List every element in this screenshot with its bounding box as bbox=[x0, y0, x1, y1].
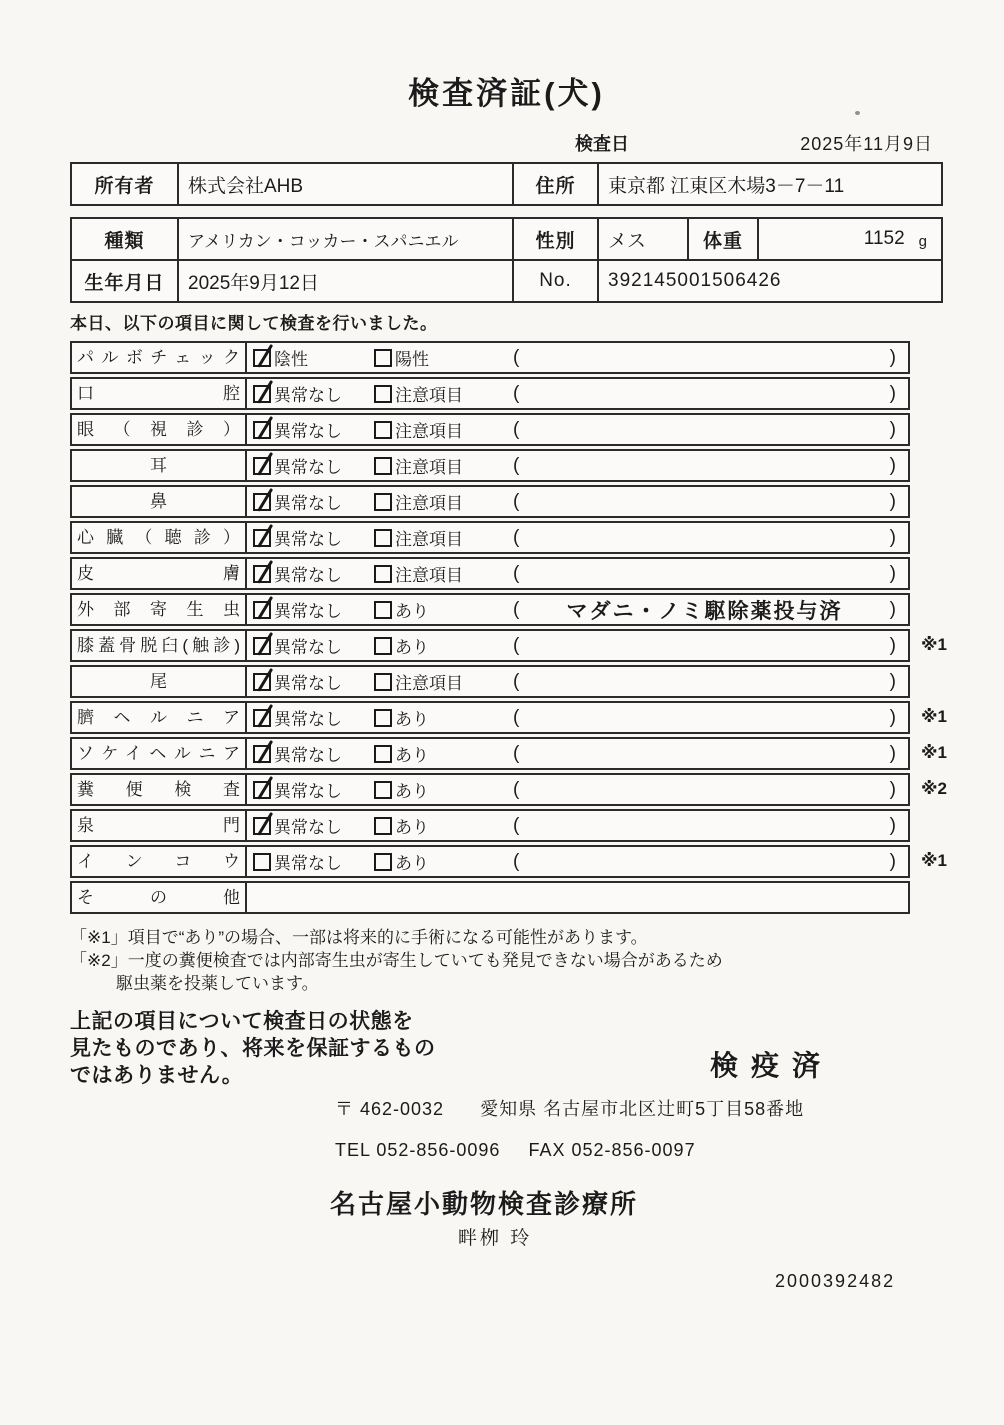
clinic-name: 名古屋小動物検査診療所 bbox=[330, 1189, 639, 1219]
footnote-marker: ※1 bbox=[921, 851, 947, 870]
checklist-row-body bbox=[247, 703, 908, 732]
checklist-row bbox=[70, 449, 910, 482]
secondary-checkbox bbox=[374, 745, 392, 763]
checklist-item-label: 尾 bbox=[72, 667, 247, 696]
primary-checkbox bbox=[253, 673, 271, 691]
footnote-marker: ※1 bbox=[921, 635, 947, 654]
primary-option-label: 異常なし bbox=[274, 746, 342, 765]
checklist-row-body bbox=[247, 847, 908, 876]
primary-checkbox bbox=[253, 493, 271, 511]
checklist-item-label: 口腔 bbox=[72, 379, 247, 408]
primary-checkbox bbox=[253, 457, 271, 475]
secondary-option-label: あり bbox=[395, 746, 429, 765]
checklist-row-body bbox=[247, 811, 908, 840]
close-paren: ) bbox=[889, 850, 896, 872]
secondary-checkbox bbox=[374, 637, 392, 655]
close-paren: ) bbox=[889, 346, 896, 368]
open-paren: ( bbox=[513, 346, 520, 368]
primary-option-label: 異常なし bbox=[274, 674, 342, 693]
primary-checkbox bbox=[253, 385, 271, 403]
secondary-option-label: 陽性 bbox=[395, 350, 429, 369]
checklist-item-label: 糞便検査 bbox=[72, 775, 247, 804]
primary-option-label: 異常なし bbox=[274, 494, 342, 513]
primary-checkbox bbox=[253, 745, 271, 763]
close-paren: ) bbox=[889, 670, 896, 692]
checklist-row bbox=[70, 665, 910, 698]
checklist-row-body bbox=[247, 739, 908, 768]
secondary-option-label: 注意項目 bbox=[395, 674, 463, 693]
checklist-item-label: 眼（視診） bbox=[72, 415, 247, 444]
checklist-row bbox=[70, 701, 947, 734]
postal-code: 〒 462-0032 bbox=[335, 1099, 445, 1119]
primary-checkbox bbox=[253, 709, 271, 727]
checklist-item-label: ソケイヘルニア bbox=[72, 739, 247, 768]
document-title: 検査済証(犬) bbox=[408, 76, 605, 111]
close-paren: ) bbox=[889, 598, 896, 620]
primary-option-label: 異常なし bbox=[274, 782, 342, 801]
inspection-date-row bbox=[70, 130, 943, 156]
footnote-1: 「※1」項目で“あり”の場合、一部は将来的に手術になる可能性があります。 bbox=[70, 928, 648, 947]
primary-checkbox bbox=[253, 349, 271, 367]
intro-sentence: 本日、以下の項目に関して検査を行いました。 bbox=[70, 314, 438, 333]
sex-value: メス bbox=[597, 219, 687, 259]
primary-option-label: 異常なし bbox=[274, 422, 342, 441]
primary-option-label: 異常なし bbox=[274, 710, 342, 729]
secondary-checkbox bbox=[374, 781, 392, 799]
checklist-row-body bbox=[247, 595, 908, 624]
open-paren: ( bbox=[513, 706, 520, 728]
primary-option-label: 異常なし bbox=[274, 818, 342, 837]
secondary-checkbox bbox=[374, 457, 392, 475]
secondary-option-label: あり bbox=[395, 854, 429, 873]
checklist-row-body bbox=[247, 487, 908, 516]
footnotes bbox=[70, 926, 943, 995]
primary-checkbox bbox=[253, 565, 271, 583]
secondary-checkbox bbox=[374, 421, 392, 439]
address-value: 東京都 江東区木場3－7－11 bbox=[597, 164, 941, 204]
owner-value: 株式会社AHB bbox=[177, 164, 512, 204]
primary-option-label: 異常なし bbox=[274, 854, 342, 873]
serial-number: 2000392482 bbox=[775, 1271, 896, 1291]
secondary-option-label: あり bbox=[395, 602, 429, 621]
checklist-row-body bbox=[247, 667, 908, 696]
checklist-row-body bbox=[247, 451, 908, 480]
secondary-option-label: 注意項目 bbox=[395, 494, 463, 513]
secondary-checkbox bbox=[374, 673, 392, 691]
number-label: No. bbox=[512, 261, 597, 301]
clinic-tel: TEL 052-856-0096 bbox=[335, 1140, 501, 1160]
close-paren: ) bbox=[889, 814, 896, 836]
checklist-row-body bbox=[247, 415, 908, 444]
secondary-option-label: あり bbox=[395, 818, 429, 837]
secondary-checkbox bbox=[374, 385, 392, 403]
number-value: 392145001506426 bbox=[597, 261, 941, 301]
open-paren: ( bbox=[513, 418, 520, 440]
checklist-row bbox=[70, 377, 910, 410]
scan-artifact bbox=[855, 111, 860, 115]
secondary-checkbox bbox=[374, 601, 392, 619]
checklist-row-body bbox=[247, 523, 908, 552]
close-paren: ) bbox=[889, 706, 896, 728]
primary-checkbox bbox=[253, 637, 271, 655]
clinic-telfax-line bbox=[335, 1140, 943, 1161]
inspection-date-value: 2025年11月9日 bbox=[800, 134, 933, 154]
primary-option-label: 異常なし bbox=[274, 602, 342, 621]
footnote-marker: ※1 bbox=[921, 707, 947, 726]
secondary-option-label: 注意項目 bbox=[395, 386, 463, 405]
pet-table bbox=[70, 217, 943, 303]
open-paren: ( bbox=[513, 526, 520, 548]
breed-value: アメリカン・コッカー・スパニエル bbox=[177, 219, 512, 259]
primary-checkbox bbox=[253, 781, 271, 799]
secondary-option-label: 注意項目 bbox=[395, 458, 463, 477]
weight-unit: g bbox=[918, 232, 927, 250]
checklist-item-label: 臍ヘルニア bbox=[72, 703, 247, 732]
open-paren: ( bbox=[513, 778, 520, 800]
secondary-checkbox bbox=[374, 817, 392, 835]
breed-label: 種類 bbox=[104, 230, 145, 252]
open-paren: ( bbox=[513, 670, 520, 692]
open-paren: ( bbox=[513, 454, 520, 476]
open-paren: ( bbox=[513, 634, 520, 656]
address-label: 住所 bbox=[512, 164, 597, 204]
primary-option-label: 異常なし bbox=[274, 458, 342, 477]
checklist-row bbox=[70, 485, 910, 518]
checklist-row-body bbox=[247, 379, 908, 408]
secondary-option-label: 注意項目 bbox=[395, 566, 463, 585]
checklist-item-label: 耳 bbox=[72, 451, 247, 480]
close-paren: ) bbox=[889, 490, 896, 512]
birthdate-label: 生年月日 bbox=[84, 272, 165, 294]
open-paren: ( bbox=[513, 490, 520, 512]
remark-text: マダニ・ノミ駆除薬投与済 bbox=[566, 599, 843, 623]
checklist-row-body bbox=[247, 883, 908, 912]
open-paren: ( bbox=[513, 850, 520, 872]
checklist-row bbox=[70, 737, 947, 770]
checklist-row bbox=[70, 845, 947, 878]
close-paren: ) bbox=[889, 382, 896, 404]
close-paren: ) bbox=[889, 562, 896, 584]
checklist-row bbox=[70, 413, 910, 446]
close-paren: ) bbox=[889, 526, 896, 548]
checklist-row bbox=[70, 341, 910, 374]
secondary-option-label: あり bbox=[395, 710, 429, 729]
primary-checkbox bbox=[253, 421, 271, 439]
secondary-option-label: あり bbox=[395, 782, 429, 801]
disclaimer-line-1: 上記の項目について検査日の状態を bbox=[70, 1010, 414, 1033]
primary-option-label: 異常なし bbox=[274, 530, 342, 549]
checklist-item-label: インコウ bbox=[72, 847, 247, 876]
primary-option-label: 異常なし bbox=[274, 566, 342, 585]
secondary-checkbox bbox=[374, 709, 392, 727]
close-paren: ) bbox=[889, 634, 896, 656]
checklist-row bbox=[70, 521, 910, 554]
open-paren: ( bbox=[513, 562, 520, 584]
owner-table bbox=[70, 162, 943, 206]
secondary-checkbox bbox=[374, 349, 392, 367]
birthdate-value: 2025年9月12日 bbox=[177, 261, 512, 301]
secondary-checkbox bbox=[374, 853, 392, 871]
primary-checkbox bbox=[253, 853, 271, 871]
close-paren: ) bbox=[889, 778, 896, 800]
checklist-item-label: 鼻 bbox=[72, 487, 247, 516]
checklist-row-body bbox=[247, 343, 908, 372]
footnote-2-line2: 駆虫薬を投薬しています。 bbox=[116, 974, 319, 993]
checklist-item-label: 外部寄生虫 bbox=[72, 595, 247, 624]
secondary-checkbox bbox=[374, 493, 392, 511]
weight-label: 体重 bbox=[687, 219, 757, 259]
checklist-item-label: パルボチェック bbox=[72, 343, 247, 372]
close-paren: ) bbox=[889, 742, 896, 764]
close-paren: ) bbox=[889, 418, 896, 440]
secondary-option-label: 注意項目 bbox=[395, 422, 463, 441]
checklist-row-body bbox=[247, 775, 908, 804]
secondary-checkbox bbox=[374, 565, 392, 583]
open-paren: ( bbox=[513, 742, 520, 764]
disclaimer-line-2: 見たものであり、将来を保証するもの bbox=[70, 1037, 436, 1060]
inspection-date-label: 検査日 bbox=[575, 134, 629, 154]
footnote-marker: ※2 bbox=[921, 779, 947, 798]
checklist-row bbox=[70, 557, 910, 590]
checklist-item-label: 膝蓋骨脱臼(触診) bbox=[72, 631, 247, 660]
secondary-option-label: あり bbox=[395, 638, 429, 657]
checklist-row-body bbox=[247, 631, 908, 660]
primary-checkbox bbox=[253, 817, 271, 835]
primary-option-label: 異常なし bbox=[274, 386, 342, 405]
veterinarian-name: 畔栁 玲 bbox=[458, 1228, 533, 1249]
clinic-address: 愛知県 名古屋市北区辻町5丁目58番地 bbox=[480, 1099, 805, 1119]
weight-value bbox=[757, 219, 941, 259]
open-paren: ( bbox=[513, 598, 520, 620]
secondary-checkbox bbox=[374, 529, 392, 547]
checklist-item-label: 泉門 bbox=[72, 811, 247, 840]
secondary-option-label: 注意項目 bbox=[395, 530, 463, 549]
checklist-item-label: 皮膚 bbox=[72, 559, 247, 588]
checklist-row bbox=[70, 629, 947, 662]
checklist-row bbox=[70, 809, 910, 842]
checklist-item-label: その他 bbox=[72, 883, 247, 912]
footnote-marker: ※1 bbox=[921, 743, 947, 762]
footnote-2-line1: 「※2」一度の糞便検査では内部寄生虫が寄生していても発見できない場合があるため bbox=[70, 951, 723, 970]
open-paren: ( bbox=[513, 814, 520, 836]
clinic-fax: FAX 052-856-0097 bbox=[528, 1140, 696, 1160]
checklist-rows bbox=[70, 341, 947, 914]
sex-label: 性別 bbox=[512, 219, 597, 259]
clinic-postal-line bbox=[335, 1095, 943, 1121]
checklist-row bbox=[70, 881, 910, 914]
primary-option-label: 異常なし bbox=[274, 638, 342, 657]
primary-option-label: 陰性 bbox=[274, 350, 308, 369]
checklist-item-label: 心臓（聴診） bbox=[72, 523, 247, 552]
checklist-row bbox=[70, 773, 947, 806]
open-paren: ( bbox=[513, 382, 520, 404]
footer-section bbox=[70, 1008, 943, 1292]
checklist-row-body bbox=[247, 559, 908, 588]
primary-checkbox bbox=[253, 601, 271, 619]
owner-label: 所有者 bbox=[94, 175, 155, 197]
primary-checkbox bbox=[253, 529, 271, 547]
weight-number: 1152 bbox=[863, 228, 905, 249]
close-paren: ) bbox=[889, 454, 896, 476]
disclaimer-line-3: ではありません。 bbox=[70, 1064, 244, 1087]
checklist-row bbox=[70, 593, 910, 626]
quarantine-passed-stamp: 検疫済 bbox=[710, 1050, 834, 1081]
